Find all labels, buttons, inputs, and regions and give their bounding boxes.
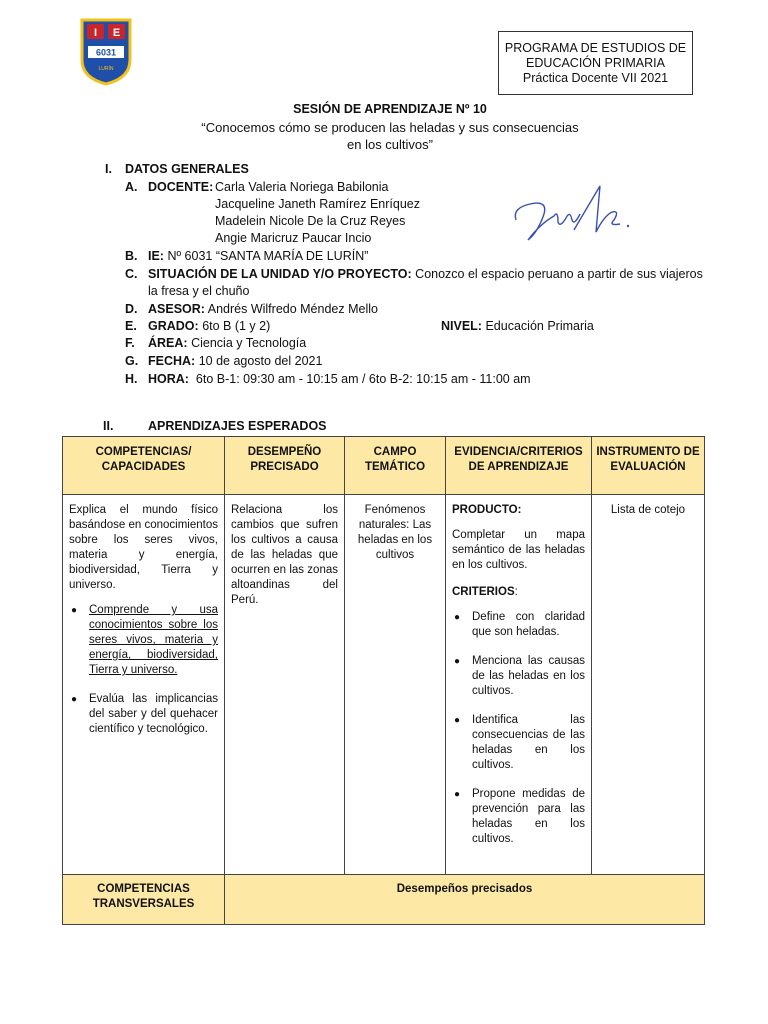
grado-value: 6to B (1 y 2) bbox=[202, 319, 271, 333]
list-item: ● Define con claridad que son heladas. bbox=[452, 610, 585, 640]
criterios-label: CRITERIOS: bbox=[452, 586, 518, 598]
docente-name-4: Angie Maricruz Paucar Incio bbox=[215, 231, 372, 245]
table-footer-row bbox=[63, 875, 705, 925]
table-row bbox=[63, 495, 705, 875]
footer-competencias-transversales: COMPETENCIAS TRANSVERSALES bbox=[63, 875, 225, 925]
header-competencias: COMPETENCIAS/ CAPACIDADES bbox=[63, 437, 225, 495]
ie-value: Nº 6031 “SANTA MARÍA DE LURÍN” bbox=[167, 249, 369, 263]
list-item: ● Propone medidas de prevención para las heladas en los cultivos. bbox=[452, 787, 585, 847]
situacion-value-2: la fresa y el chuño bbox=[148, 284, 250, 298]
instrumento-cell: Lista de cotejo bbox=[592, 495, 705, 875]
session-subtitle: “Conocemos cómo se producen las heladas y sus consecuencias en los cultivos” bbox=[201, 120, 579, 152]
learning-table bbox=[62, 436, 705, 925]
list-item: ● Identifica las consecuencias de las heladas en los cultivos. bbox=[452, 713, 585, 773]
list-item: ● Menciona las causas de las heladas en los cultivos. bbox=[452, 654, 585, 699]
program-box bbox=[498, 31, 693, 95]
competencias-cell bbox=[63, 495, 225, 875]
program-line3: Práctica Docente VII 2021 bbox=[522, 71, 669, 85]
campo-cell: Fenómenos naturales: Las heladas en los cultivos bbox=[345, 495, 446, 875]
table-header-row bbox=[63, 437, 705, 495]
docente-name-3: Madelein Nicole De la Cruz Reyes bbox=[215, 214, 406, 228]
docente-key: A. bbox=[125, 180, 138, 194]
situacion-value: Conozco el espacio peruano a partir de sus viajeros bbox=[415, 267, 703, 281]
signature bbox=[508, 180, 638, 252]
list-item: ● Evalúa las implicancias del saber y del quehacer científico y tecnológico. bbox=[69, 692, 218, 737]
section2-number: II. bbox=[103, 419, 114, 433]
program-line2: EDUCACIÓN PRIMARIA bbox=[526, 56, 665, 70]
producto-text: Completar un mapa semántico de las heladas en los cultivos. bbox=[452, 529, 585, 571]
evidencia-cell bbox=[446, 495, 592, 875]
docente-label: DOCENTE: bbox=[148, 180, 214, 194]
header-desempeno: DESEMPEÑO PRECISADO bbox=[225, 437, 345, 495]
capacidades-list bbox=[69, 603, 218, 737]
docente-name-1: Carla Valeria Noriega Babilonia bbox=[215, 180, 389, 194]
logo-bottom-text: LURÍN bbox=[98, 66, 114, 72]
program-line1: PROGRAMA DE ESTUDIOS DE bbox=[504, 41, 687, 55]
svg-text:E: E bbox=[112, 27, 121, 39]
docente-name-2: Jacqueline Janeth Ramírez Enríquez bbox=[215, 197, 420, 211]
competencia-text: Explica el mundo físico basándose en conocimientos sobre los seres vivos, materia y energía, biodiversidad, Tierra y universo. bbox=[69, 504, 218, 591]
footer-desempenos-precisados: Desempeños precisados bbox=[225, 875, 705, 925]
nivel-value: Educación Primaria bbox=[485, 319, 594, 333]
fecha-value: 10 de agosto del 2021 bbox=[198, 354, 323, 368]
desempeno-cell: Relaciona los cambios que sufren los cultivos a causa de las heladas que ocurren en las zonas altoandinas del Perú. bbox=[225, 495, 345, 875]
school-logo bbox=[78, 16, 134, 86]
section1-title: DATOS GENERALES bbox=[125, 162, 249, 176]
hora-value: 6to B-1: 09:30 am - 10:15 am / 6to B-2: 10:15 am - 11:00 am bbox=[195, 372, 531, 386]
producto-label: PRODUCTO: bbox=[452, 504, 522, 516]
header-evidencia: EVIDENCIA/CRITERIOS DE APRENDIZAJE bbox=[446, 437, 592, 495]
list-item: ● Comprende y usa conocimientos sobre los seres vivos, materia y energía, biodiversidad, Tierra y universo. bbox=[69, 603, 218, 678]
criterios-list bbox=[452, 610, 585, 847]
section2-title: APRENDIZAJES ESPERADOS bbox=[148, 419, 327, 433]
area-value: Ciencia y Tecnología bbox=[191, 336, 307, 350]
section1-number: I. bbox=[105, 162, 112, 176]
header-instrumento: INSTRUMENTO DE EVALUACIÓN bbox=[592, 437, 705, 495]
svg-text:I: I bbox=[93, 27, 98, 39]
logo-number: 6031 bbox=[95, 47, 117, 58]
nivel-row: NIVEL: Educación Primaria bbox=[441, 319, 594, 333]
asesor-value: Andrés Wilfredo Méndez Mello bbox=[207, 302, 378, 316]
header-campo: CAMPO TEMÁTICO bbox=[345, 437, 446, 495]
session-title: SESIÓN DE APRENDIZAJE Nº 10 bbox=[293, 102, 487, 116]
